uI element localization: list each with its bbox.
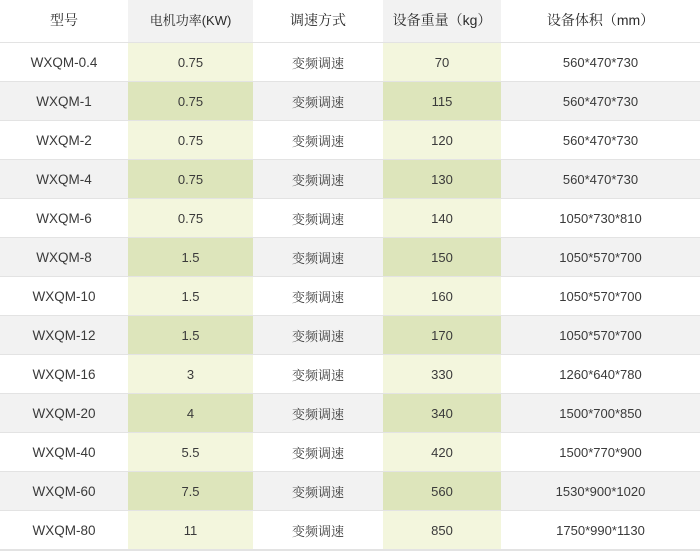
cell-model: WXQM-10	[0, 277, 128, 316]
cell-speed: 变频调速	[253, 82, 383, 121]
table-header	[0, 0, 700, 43]
cell-power: 4	[128, 394, 253, 433]
cell-size: 560*470*730	[501, 160, 700, 199]
cell-weight: 330	[383, 355, 501, 394]
cell-model: WXQM-0.4	[0, 43, 128, 82]
cell-weight: 120	[383, 121, 501, 160]
cell-speed: 变频调速	[253, 43, 383, 82]
cell-model: WXQM-16	[0, 355, 128, 394]
cell-model: WXQM-8	[0, 238, 128, 277]
cell-model: WXQM-4	[0, 160, 128, 199]
table-row	[0, 433, 700, 472]
column-header-equipment-weight: 设备重量（kg）	[383, 0, 501, 43]
cell-weight: 420	[383, 433, 501, 472]
column-header-speed-regulation: 调速方式	[253, 0, 383, 43]
cell-size: 1500*770*900	[501, 433, 700, 472]
cell-power: 7.5	[128, 472, 253, 511]
cell-speed: 变频调速	[253, 277, 383, 316]
cell-power: 0.75	[128, 82, 253, 121]
cell-model: WXQM-1	[0, 82, 128, 121]
cell-weight: 115	[383, 82, 501, 121]
column-header-equipment-size: 设备体积（mm）	[501, 0, 700, 43]
cell-size: 1750*990*1130	[501, 511, 700, 550]
cell-speed: 变频调速	[253, 433, 383, 472]
cell-power: 1.5	[128, 277, 253, 316]
cell-speed: 变频调速	[253, 121, 383, 160]
cell-speed: 变频调速	[253, 355, 383, 394]
table-row	[0, 394, 700, 433]
cell-power: 3	[128, 355, 253, 394]
cell-power: 1.5	[128, 238, 253, 277]
table-row	[0, 160, 700, 199]
column-header-model: 型号	[0, 0, 128, 43]
cell-size: 560*470*730	[501, 43, 700, 82]
table-row	[0, 316, 700, 355]
table-header-row	[0, 0, 700, 43]
cell-speed: 变频调速	[253, 199, 383, 238]
cell-speed: 变频调速	[253, 394, 383, 433]
cell-weight: 850	[383, 511, 501, 550]
table-row	[0, 277, 700, 316]
table-row	[0, 355, 700, 394]
cell-model: WXQM-40	[0, 433, 128, 472]
cell-size: 1260*640*780	[501, 355, 700, 394]
cell-power: 0.75	[128, 121, 253, 160]
cell-power: 0.75	[128, 160, 253, 199]
table-body	[0, 43, 700, 550]
cell-size: 1050*730*810	[501, 199, 700, 238]
cell-weight: 560	[383, 472, 501, 511]
table-bottom-divider	[0, 550, 700, 559]
cell-weight: 160	[383, 277, 501, 316]
cell-speed: 变频调速	[253, 238, 383, 277]
table-row	[0, 238, 700, 277]
cell-size: 560*470*730	[501, 121, 700, 160]
cell-size: 1050*570*700	[501, 316, 700, 355]
cell-size: 1500*700*850	[501, 394, 700, 433]
table-row	[0, 199, 700, 238]
cell-size: 560*470*730	[501, 82, 700, 121]
table-row	[0, 472, 700, 511]
table-row	[0, 121, 700, 160]
cell-speed: 变频调速	[253, 160, 383, 199]
cell-weight: 170	[383, 316, 501, 355]
cell-weight: 150	[383, 238, 501, 277]
cell-speed: 变频调速	[253, 511, 383, 550]
cell-weight: 130	[383, 160, 501, 199]
cell-power: 0.75	[128, 199, 253, 238]
cell-power: 1.5	[128, 316, 253, 355]
cell-model: WXQM-60	[0, 472, 128, 511]
cell-model: WXQM-2	[0, 121, 128, 160]
cell-model: WXQM-80	[0, 511, 128, 550]
table-row	[0, 43, 700, 82]
cell-power: 11	[128, 511, 253, 550]
cell-power: 0.75	[128, 43, 253, 82]
table-row	[0, 511, 700, 550]
cell-weight: 340	[383, 394, 501, 433]
cell-size: 1530*900*1020	[501, 472, 700, 511]
cell-size: 1050*570*700	[501, 238, 700, 277]
column-header-motor-power: 电机功率(KW)	[128, 0, 253, 43]
table-row	[0, 82, 700, 121]
cell-speed: 变频调速	[253, 472, 383, 511]
cell-weight: 140	[383, 199, 501, 238]
cell-speed: 变频调速	[253, 316, 383, 355]
cell-power: 5.5	[128, 433, 253, 472]
cell-model: WXQM-12	[0, 316, 128, 355]
cell-model: WXQM-20	[0, 394, 128, 433]
cell-model: WXQM-6	[0, 199, 128, 238]
cell-size: 1050*570*700	[501, 277, 700, 316]
cell-weight: 70	[383, 43, 501, 82]
